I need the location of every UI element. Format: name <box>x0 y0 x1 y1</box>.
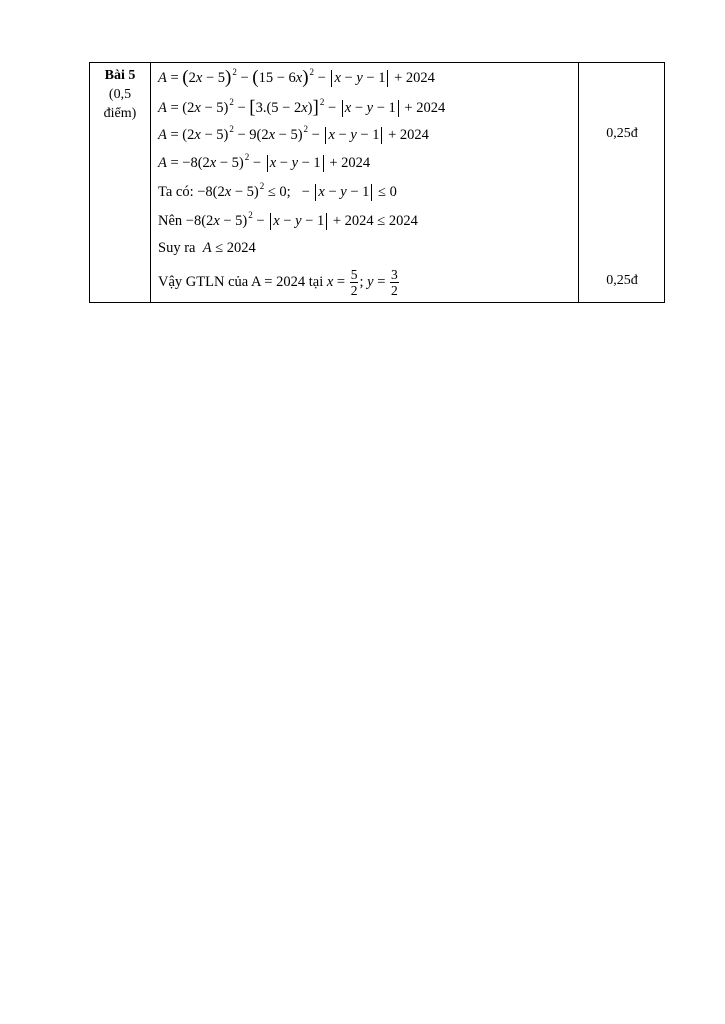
step-6-text: Nên <box>158 213 186 229</box>
score-2: 0,25đ <box>606 273 638 288</box>
problem-label <box>90 66 150 123</box>
step-7-text: Suy ra <box>158 240 200 256</box>
step-6: Nên $-8(2x - 5)^2 - x - y - 1 + 2024 \le 2024$ <box>158 210 418 229</box>
step-5: Ta có: $-8(2x - 5)^2 \le 0$; − x − y − 1 ≤ 0 <box>158 181 397 200</box>
column-divider <box>150 63 151 302</box>
problem-number: Bài 5 <box>104 68 136 83</box>
problem-points: (0,5 <box>108 87 132 102</box>
answer-table <box>89 62 665 303</box>
step-3: $A = (2x - 5)^2 - 9(2x - 5)^2 - x - y - 1 + 2024$ <box>158 124 429 143</box>
step-5-text: Ta có: <box>158 184 198 200</box>
column-divider <box>578 63 579 302</box>
step-2: $A = (2x - 5)^2 - [3.(5 - 2x)]^2 - x - y - 1 + 2024$ <box>158 97 446 118</box>
problem-points-unit: điểm) <box>103 106 137 121</box>
step-8: Vậy GTLN của A = 2024 tại x = $\frac{5}{2}$ ; y = $\frac{3}{2}$ <box>158 267 398 299</box>
score-1: 0,25đ <box>606 126 638 141</box>
step-1: $A = (2x - 5)^2 - (15 - 6x)^2 - x - y - 1 + 2024$ <box>158 67 435 88</box>
step-4: $A = -8(2x - 5)^2 - x - y - 1 + 2024$ <box>158 152 371 171</box>
step-7: Suy ra A ≤ 2024 <box>158 240 256 256</box>
step-8-text: Vậy GTLN của A = 2024 tại <box>158 274 327 290</box>
